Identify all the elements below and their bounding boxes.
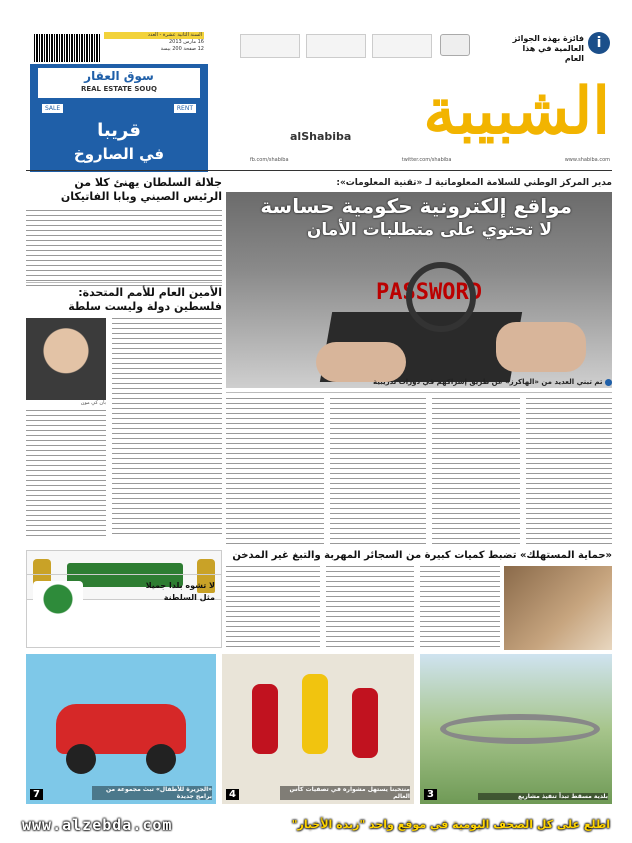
award-badge-icon <box>240 34 300 58</box>
teaser-sports-page: 4 <box>226 789 239 800</box>
ad-brand-en: REAL ESTATE SOUQ <box>80 85 158 93</box>
ad-brand-ar: سوق العقار <box>84 69 154 83</box>
player-shape <box>252 684 278 754</box>
award-badge-icon <box>440 34 470 56</box>
logo-ar: الشبيبة <box>423 74 610 149</box>
real-estate-ad[interactable] <box>30 64 208 172</box>
lead-story <box>226 174 612 394</box>
magnifier-icon <box>406 262 476 332</box>
road-shape <box>440 714 600 744</box>
footer-bar <box>0 808 632 843</box>
un-body-right <box>112 318 222 538</box>
award-badges-row <box>240 34 440 62</box>
sultan-story <box>26 176 222 296</box>
twitter-link[interactable]: twitter.com/shabiba <box>401 157 452 163</box>
un-title-1: الأمين العام للأمم المتحدة: <box>78 286 222 299</box>
barcode <box>34 34 100 62</box>
facebook-link[interactable]: fb.com/shabiba <box>250 157 289 163</box>
info-icon: i <box>588 32 610 54</box>
logo-en: alShabiba <box>290 130 352 143</box>
ad-brand-box <box>38 68 200 98</box>
un-photo-caption: بان كي مون <box>80 400 106 406</box>
wheel-icon <box>146 744 176 774</box>
lead-body-col-4 <box>226 398 324 544</box>
slogan-line-2: مثل السلطنة <box>163 593 215 602</box>
teaser-kids-caption: «الجزيرة للأطفال» تبث مجموعة من برامج جديدة <box>92 786 212 800</box>
password-word: PASSWORD <box>376 280 482 305</box>
hand-right <box>496 322 586 372</box>
lead-kicker: مدير المركز الوطني للسلامة المعلوماتية لـ «تقنية المعلومات»: <box>336 178 612 188</box>
consumer-body-1 <box>420 566 500 650</box>
un-body-left <box>26 410 106 538</box>
lead-caption: تم تبني العديد من «الهاكرز» عن طريق إشراكهم في دورات تدريبية <box>226 378 612 386</box>
player-shape <box>352 688 378 758</box>
award-badge-icon <box>372 34 432 58</box>
palm-logo-icon <box>33 581 83 641</box>
hand-left <box>316 342 406 382</box>
lead-body-col-3 <box>330 398 426 544</box>
ad-rent-tag: RENT <box>174 104 196 113</box>
un-photo <box>26 318 106 400</box>
consumer-photo <box>504 566 612 650</box>
ad-soon: قريبا <box>97 120 141 141</box>
award-text: فائزة بهذه الجوائز العالمية في هذا العام <box>512 34 584 63</box>
teaser-kids[interactable] <box>26 654 216 804</box>
teaser-municipality[interactable] <box>420 654 612 804</box>
slogan-line-1: لا تشوه بلدا جميلا <box>145 581 215 590</box>
wheel-icon <box>66 744 96 774</box>
consumer-body-3 <box>226 566 320 650</box>
lead-title-2: لا تحتوي على متطلبات الأمان <box>306 220 552 240</box>
sultan-title-2: الرئيس الصيني وبابا الفاتيكان <box>60 190 222 203</box>
ad-sale-tag: SALE <box>42 104 63 113</box>
sultan-title-1: جلالة السلطان يهنئ كلا من <box>74 176 222 189</box>
teaser-municipality-page: 3 <box>424 789 437 800</box>
slogan-box <box>26 574 222 648</box>
consumer-body-2 <box>326 566 414 650</box>
masthead-divider <box>26 170 612 171</box>
masthead-logo <box>250 72 610 152</box>
caption-bullet-icon <box>605 379 612 386</box>
teaser-sports-caption: منتخبنا يستهل مشواره في تصفيات كأس العالم <box>280 786 410 800</box>
lead-body-col-2 <box>432 398 520 544</box>
un-title-2: فلسطين دولة وليست سلطة <box>68 300 222 313</box>
lead-title-1: مواقع إلكترونية حكومية حساسة <box>260 194 572 218</box>
footer-url[interactable]: www.alzebda.com <box>22 816 173 834</box>
teaser-municipality-caption: بلدية مسقط تبدأ تنفيذ مشاريع <box>478 793 608 800</box>
sultan-body <box>26 210 222 290</box>
award-strip <box>440 30 610 64</box>
teaser-sports[interactable] <box>222 654 414 804</box>
player-shape <box>302 674 328 754</box>
un-story <box>26 286 222 546</box>
website-link[interactable]: www.shabiba.com <box>564 157 610 163</box>
lead-body-col-1 <box>526 398 612 544</box>
award-badge-icon <box>306 34 366 58</box>
masthead-links <box>250 157 610 167</box>
footer-tagline: اطلع على كل الصحف اليومية في موقع واحد "زبدة الأخبار" <box>291 818 610 831</box>
consumer-title: «حماية المستهلك» تضبط كميات كبيرة من السجائر المهربة والتبغ غير المدخن <box>232 550 612 561</box>
lead-divider <box>226 392 612 393</box>
ad-soon-2: في الصاروخ <box>73 145 165 163</box>
date-box: السنة الثانية عشرة - العدد 16 مارس 2013 12 صفحة 200 بيسة <box>104 32 204 62</box>
sultan-divider <box>26 282 222 283</box>
teaser-kids-page: 7 <box>30 789 43 800</box>
